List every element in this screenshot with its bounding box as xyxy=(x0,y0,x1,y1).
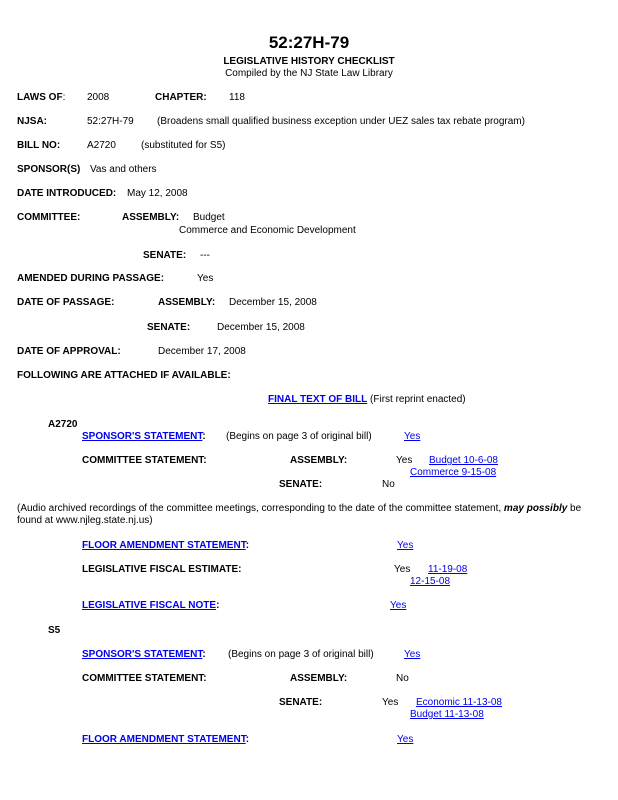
committee-label: COMMITTEE: xyxy=(17,212,81,223)
s5-committee-statement-label: COMMITTEE STATEMENT: xyxy=(82,673,207,684)
date-of-passage-label: DATE OF PASSAGE: xyxy=(17,297,115,308)
s5-sponsor-statement-note: (Begins on page 3 of original bill) xyxy=(228,649,374,660)
a2720-sponsor-statement-colon: : xyxy=(202,431,206,442)
a2720-committee-senate-value: No xyxy=(382,479,395,490)
audio-note-emphasis: may possibly xyxy=(503,503,568,514)
chapter-label: CHAPTER: xyxy=(155,92,207,103)
chapter-value: 118 xyxy=(229,92,245,103)
a2720-floor-amendment-colon: : xyxy=(245,540,250,551)
bill-no-label: BILL NO: xyxy=(17,140,61,151)
final-text-link[interactable]: FINAL TEXT OF BILL xyxy=(268,394,368,405)
a2720-committee-budget-link[interactable]: Budget 10-6-08 xyxy=(429,455,498,466)
s5-committee-budget-link[interactable]: Budget 11-13-08 xyxy=(410,709,484,720)
a2720-committee-statement-label: COMMITTEE STATEMENT: xyxy=(82,455,207,466)
checklist-subtitle: LEGISLATIVE HISTORY CHECKLIST xyxy=(223,56,395,67)
s5-sponsor-statement-row xyxy=(82,649,206,661)
s5-committee-senate-label: SENATE: xyxy=(279,697,323,708)
s5-committee-assembly-value: No xyxy=(396,673,409,684)
a2720-committee-senate-label: SENATE: xyxy=(279,479,323,490)
a2720-sponsor-statement-row xyxy=(82,431,206,443)
attached-heading: FOLLOWING ARE ATTACHED IF AVAILABLE: xyxy=(17,370,231,381)
committee-senate-label: SENATE: xyxy=(143,250,187,261)
a2720-sponsor-statement-link[interactable]: SPONSOR'S STATEMENT xyxy=(82,431,203,442)
s5-floor-amendment-colon: : xyxy=(245,734,250,745)
committee-assembly-commerce: Commerce and Economic Development xyxy=(179,225,356,236)
passage-senate-value: December 15, 2008 xyxy=(217,322,305,333)
laws-of-colon: : xyxy=(62,92,66,103)
date-of-approval-label: DATE OF APPROVAL: xyxy=(17,346,121,357)
laws-of-label: LAWS OF xyxy=(17,92,63,103)
passage-assembly-label: ASSEMBLY: xyxy=(158,297,216,308)
final-text-row xyxy=(268,394,466,406)
s5-floor-amendment-link[interactable]: FLOOR AMENDMENT STATEMENT xyxy=(82,734,246,745)
a2720-floor-amendment-row xyxy=(82,540,249,552)
s5-sponsor-statement-link[interactable]: SPONSOR'S STATEMENT xyxy=(82,649,203,660)
audio-note-part-1: (Audio archived recordings of the committee meetings, corresponding to the date of the committee statement, xyxy=(17,503,504,514)
a2720-fiscal-estimate-link-2[interactable]: 12-15-08 xyxy=(410,576,451,587)
njsa-value: 52:27H-79 xyxy=(87,116,134,127)
committee-assembly-budget: Budget xyxy=(193,212,225,223)
s5-committee-economic-link[interactable]: Economic 11-13-08 xyxy=(416,697,502,708)
a2720-committee-assembly-label: ASSEMBLY: xyxy=(290,455,348,466)
sponsors-value: Vas and others xyxy=(90,164,157,175)
date-of-approval-value: December 17, 2008 xyxy=(158,346,246,357)
amended-label: AMENDED DURING PASSAGE: xyxy=(17,273,165,284)
bill-no-note: (substituted for S5) xyxy=(141,140,226,151)
amended-value: Yes xyxy=(197,273,214,284)
final-text-note: (First reprint enacted) xyxy=(370,394,466,405)
njsa-label: NJSA: xyxy=(17,116,48,127)
committee-assembly-label: ASSEMBLY: xyxy=(122,212,180,223)
a2720-sponsor-statement-yes[interactable]: Yes xyxy=(404,431,421,442)
audio-archive-note xyxy=(17,503,607,527)
laws-of-year: 2008 xyxy=(87,92,110,103)
s5-label: S5 xyxy=(48,625,61,636)
s5-committee-assembly-label: ASSEMBLY: xyxy=(290,673,348,684)
a2720-fiscal-estimate-label: LEGISLATIVE FISCAL ESTIMATE: xyxy=(82,564,242,575)
compiled-by: Compiled by the NJ State Law Library xyxy=(225,68,393,79)
a2720-fiscal-note-yes[interactable]: Yes xyxy=(390,600,407,611)
a2720-fiscal-note-colon: : xyxy=(216,600,220,611)
a2720-fiscal-estimate-link-1[interactable]: 11-19-08 xyxy=(428,564,468,575)
a2720-floor-amendment-yes[interactable]: Yes xyxy=(397,540,414,551)
page-title: 52:27H-79 xyxy=(268,33,350,52)
audio-note-part-2: be found at www.njleg.state.nj.us) xyxy=(17,503,582,526)
a2720-fiscal-note-row xyxy=(82,600,219,612)
a2720-committee-commerce-link[interactable]: Commerce 9-15-08 xyxy=(410,467,497,478)
s5-sponsor-statement-colon: : xyxy=(202,649,206,660)
bill-no-value: A2720 xyxy=(87,140,116,151)
a2720-sponsor-statement-note: (Begins on page 3 of original bill) xyxy=(226,431,372,442)
date-introduced-label: DATE INTRODUCED: xyxy=(17,188,117,199)
a2720-committee-assembly-value: Yes xyxy=(396,455,413,466)
s5-floor-amendment-yes[interactable]: Yes xyxy=(397,734,414,745)
laws-of-row xyxy=(17,92,65,104)
date-introduced-value: May 12, 2008 xyxy=(127,188,188,199)
a2720-floor-amendment-link[interactable]: FLOOR AMENDMENT STATEMENT xyxy=(82,540,246,551)
passage-assembly-value: December 15, 2008 xyxy=(229,297,317,308)
a2720-fiscal-note-link[interactable]: LEGISLATIVE FISCAL NOTE xyxy=(82,600,217,611)
a2720-label: A2720 xyxy=(48,419,78,430)
a2720-fiscal-estimate-value: Yes xyxy=(394,564,411,575)
sponsors-label: SPONSOR(S) xyxy=(17,164,81,175)
njsa-description: (Broadens small qualified business exception under UEZ sales tax rebate program) xyxy=(157,116,525,127)
s5-committee-senate-value: Yes xyxy=(382,697,399,708)
passage-senate-label: SENATE: xyxy=(147,322,191,333)
committee-senate-value: --- xyxy=(200,250,210,261)
s5-floor-amendment-row xyxy=(82,734,249,746)
s5-sponsor-statement-yes[interactable]: Yes xyxy=(404,649,421,660)
